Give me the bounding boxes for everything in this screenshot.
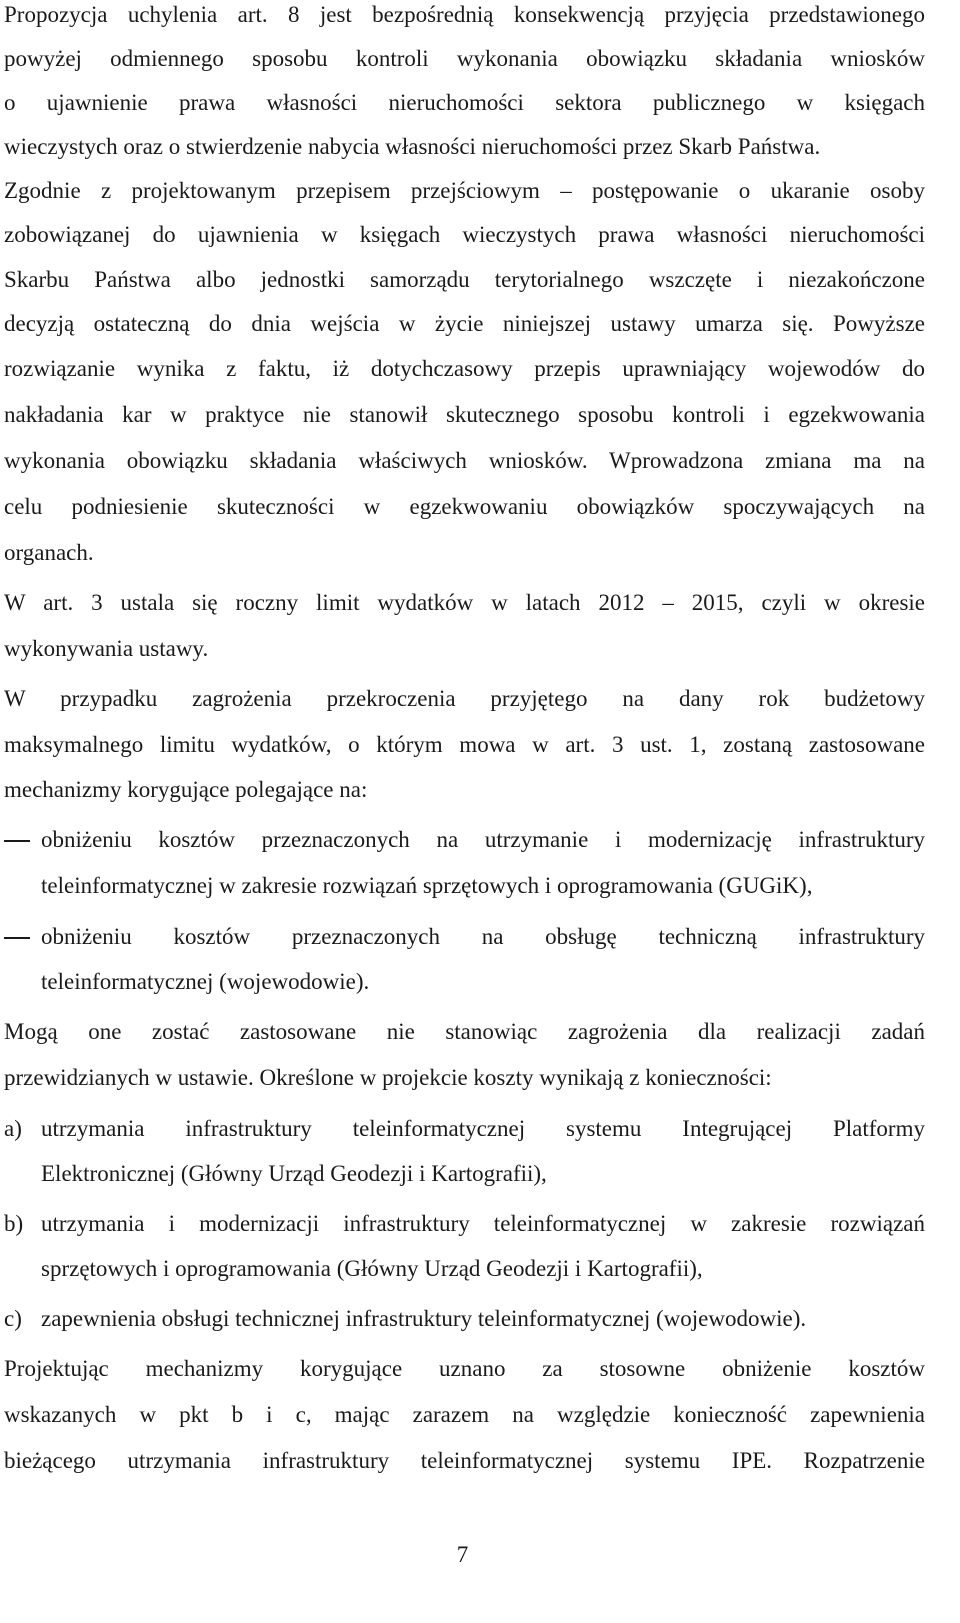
text-line: teleinformatycznej w zakresie rozwiązań sprzętowych i oprogramowania (GUGiK),: [41, 873, 813, 898]
text-line: wskazanych w pkt b i c, mając zarazem na względzie konieczność zapewnienia: [4, 1402, 925, 1427]
page-number: 7: [456, 1542, 469, 1567]
text-line: Projektując mechanizmy korygujące uznano za stosowne obniżenie kosztów: [4, 1356, 925, 1381]
text-line: Zgodnie z projektowanym przepisem przejściowym – postępowanie o ukaranie osoby: [4, 178, 925, 203]
text-line: bieżącego utrzymania infrastruktury teleinformatycznej systemu IPE. Rozpatrzenie: [4, 1448, 925, 1473]
text-line: maksymalnego limitu wydatków, o którym mowa w art. 3 ust. 1, zostaną zastosowane: [4, 732, 925, 757]
text-line: celu podniesienie skuteczności w egzekwowaniu obowiązków spoczywających na: [4, 494, 925, 519]
text-line: W art. 3 ustala się roczny limit wydatków w latach 2012 – 2015, czyli w okresie: [4, 590, 925, 615]
text-line: W przypadku zagrożenia przekroczenia przyjętego na dany rok budżetowy: [4, 686, 925, 711]
text-line: wieczystych oraz o stwierdzenie nabycia własności nieruchomości przez Skarb Państwa.: [4, 134, 821, 159]
text-line: Mogą one zostać zastosowane nie stanowiąc zagrożenia dla realizacji zadań: [4, 1019, 925, 1044]
list-marker: a): [4, 1116, 22, 1141]
text-line: mechanizmy korygujące polegające na:: [4, 777, 368, 802]
text-line: teleinformatycznej (wojewodowie).: [41, 969, 370, 994]
text-line: sprzętowych i oprogramowania (Główny Urząd Geodezji i Kartografii),: [41, 1256, 703, 1281]
text-line: przewidzianych w ustawie. Określone w projekcie koszty wynikają z konieczności:: [4, 1065, 772, 1090]
text-line: wykonywania ustawy.: [4, 636, 209, 661]
list-marker: c): [4, 1306, 22, 1331]
list-marker: b): [4, 1211, 24, 1236]
text-line: Propozycja uchylenia art. 8 jest bezpośrednią konsekwencją przyjęcia przedstawionego: [4, 2, 925, 27]
dash-bullet: [4, 840, 30, 842]
text-line: wykonania obowiązku składania właściwych wniosków. Wprowadzona zmiana ma na: [4, 448, 925, 473]
text-line: utrzymania i modernizacji infrastruktury teleinformatycznej w zakresie rozwiązań: [41, 1211, 925, 1236]
text-line: Elektronicznej (Główny Urząd Geodezji i Kartografii),: [41, 1161, 547, 1186]
text-line: organach.: [4, 540, 94, 565]
text-line: Skarbu Państwa albo jednostki samorządu terytorialnego wszczęte i niezakończone: [4, 267, 925, 292]
dash-bullet: [4, 937, 30, 939]
text-line: obniżeniu kosztów przeznaczonych na utrzymanie i modernizację infrastruktury: [41, 827, 925, 852]
text-line: obniżeniu kosztów przeznaczonych na obsługę techniczną infrastruktury: [41, 924, 925, 949]
text-line: zobowiązanej do ujawnienia w księgach wieczystych prawa własności nieruchomości: [4, 222, 925, 247]
text-line: powyżej odmiennego sposobu kontroli wykonania obowiązku składania wniosków: [4, 46, 925, 71]
text-line: o ujawnienie prawa własności nieruchomości sektora publicznego w księgach: [4, 90, 925, 115]
text-line: nakładania kar w praktyce nie stanowił skutecznego sposobu kontroli i egzekwowania: [4, 402, 925, 427]
text-line: zapewnienia obsługi technicznej infrastruktury teleinformatycznej (wojewodowie).: [41, 1306, 807, 1331]
text-line: utrzymania infrastruktury teleinformatycznej systemu Integrującej Platformy: [41, 1116, 925, 1141]
text-line: decyzją ostateczną do dnia wejścia w życie niniejszej ustawy umarza się. Powyższe: [4, 311, 925, 336]
text-line: rozwiązanie wynika z faktu, iż dotychczasowy przepis uprawniający wojewodów do: [4, 356, 925, 381]
